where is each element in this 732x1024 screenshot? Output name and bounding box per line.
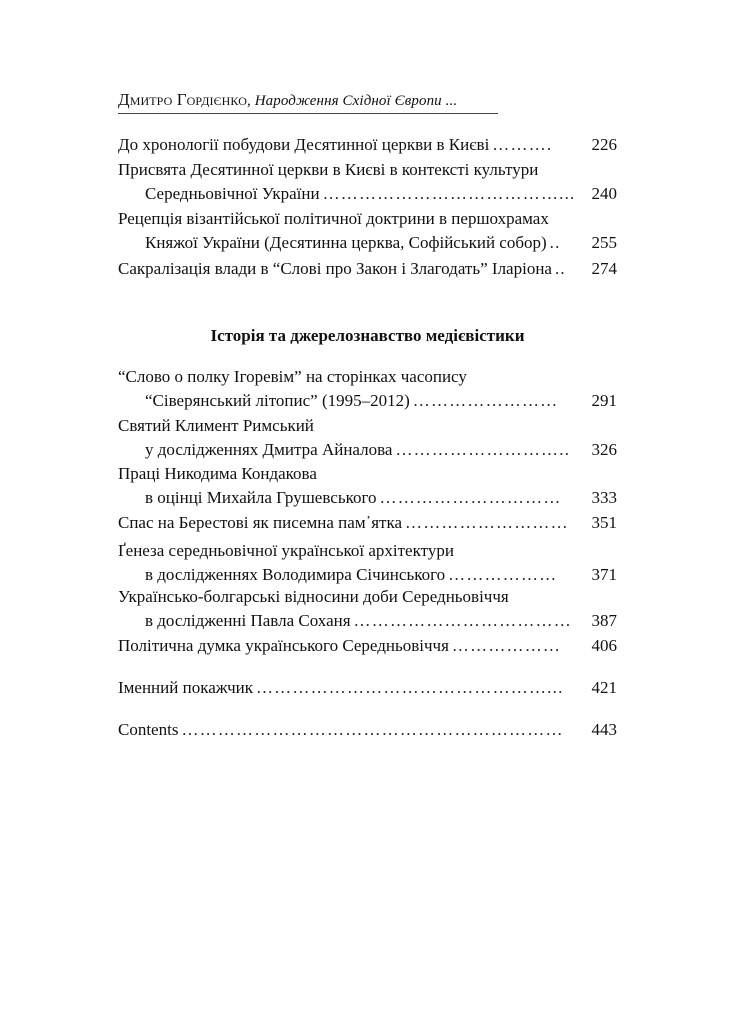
toc-entry — [118, 207, 617, 255]
toc-entry — [118, 414, 617, 462]
header-separator: , — [247, 93, 255, 109]
toc-entry — [118, 133, 617, 157]
toc-dot-leader: …………………… — [412, 391, 559, 410]
toc-page-number: 443 — [591, 720, 617, 739]
toc-entry-title: Contents — [118, 720, 179, 739]
toc-entry — [118, 158, 617, 206]
toc-entry-title: Українсько-болгарські відносини доби Середньовіччя — [118, 587, 509, 606]
toc-dot-leader: ……………………………………………………… — [181, 720, 564, 739]
toc-page-number: 255 — [591, 233, 617, 252]
toc-entry — [118, 634, 617, 658]
toc-entry-title: Політична думка українського Середньовіччя — [118, 636, 449, 655]
toc-entry-title: Святий Климент Римський — [118, 416, 314, 435]
toc-entry — [118, 511, 617, 535]
toc-entry-title: Рецепція візантійської політичної доктрини в першохрамах — [118, 209, 549, 228]
toc-page-number: 371 — [591, 565, 617, 584]
toc-entry — [118, 462, 617, 510]
toc-dot-leader: ……………………… — [405, 513, 569, 532]
toc-entry — [118, 365, 617, 413]
toc-entry-title-continued: “Сіверянський літопис” (1995–2012) — [145, 391, 410, 410]
toc-page-number: 387 — [591, 611, 617, 630]
toc-dot-leader: .. — [549, 233, 561, 252]
toc-entry-title: Ґенеза середньовічної української архітектури — [118, 541, 454, 560]
toc-entry-title: Присвята Десятинної церкви в Києві в контексті культури — [118, 160, 539, 179]
toc-entry-title-continued: Середньовічної України — [145, 184, 320, 203]
toc-entry-title-continued: у дослідженнях Дмитра Айналова — [145, 440, 393, 459]
toc-page-number: 326 — [591, 440, 617, 459]
header-author: Дмитро Гордієнко — [118, 90, 248, 109]
toc-dot-leader: …………………………………………... — [255, 678, 564, 697]
toc-entry-title: Сакралізація влади в “Слові про Закон і Злагодать” Іларіона — [118, 259, 552, 278]
toc-page-number: 351 — [591, 513, 617, 532]
toc-page-number: 240 — [591, 184, 617, 203]
toc-entry — [118, 539, 617, 587]
toc-entry-title: Праці Никодима Кондакова — [118, 464, 317, 483]
toc-entry-title: До хронології побудови Десятинної церкви в Києві — [118, 135, 490, 154]
toc-entry — [118, 257, 617, 281]
toc-entry-title-continued: Княжої України (Десятинна церква, Софійський собор) — [145, 233, 547, 252]
toc-entry-index — [118, 676, 617, 700]
toc-page-number: 291 — [591, 391, 617, 410]
toc-dot-leader: ………. — [492, 135, 553, 154]
toc-entry-title: “Слово о полку Ігоревім” на сторінках часопису — [118, 367, 467, 386]
toc-page-number: 421 — [591, 678, 617, 697]
toc-entry-title: Спас на Берестові як писемна пам᾿ятка — [118, 513, 403, 532]
toc-entry — [118, 585, 617, 633]
toc-dot-leader: ……………… — [451, 636, 562, 655]
toc-page-number: 274 — [591, 259, 617, 278]
toc-dot-leader: ……………………………… — [353, 611, 572, 630]
toc-entry-title-continued: в дослідженнях Володимира Січинського — [145, 565, 446, 584]
toc-entry-title-continued: в оцінці Михайла Грушевського — [145, 488, 377, 507]
running-header — [118, 91, 457, 110]
toc-dot-leader: ……………………….. — [395, 440, 571, 459]
toc-page-number: 226 — [591, 135, 617, 154]
toc-entry-contents — [118, 718, 617, 742]
header-rule — [118, 113, 498, 114]
toc-page-number: 406 — [591, 636, 617, 655]
section-heading: Історія та джерелознавство медієвістики — [210, 326, 525, 345]
toc-dot-leader: …………………………………... — [322, 184, 576, 203]
toc-dot-leader: ………………………… — [379, 488, 562, 507]
toc-entry-title: Іменний покажчик — [118, 678, 253, 697]
toc-dot-leader: .. — [554, 259, 566, 278]
header-book-title: Народження Східної Європи ... — [254, 93, 458, 109]
toc-entry-title-continued: в дослідженні Павла Соханя — [145, 611, 351, 630]
toc-dot-leader: ……………… — [448, 565, 558, 584]
toc-page-number: 333 — [591, 488, 617, 507]
